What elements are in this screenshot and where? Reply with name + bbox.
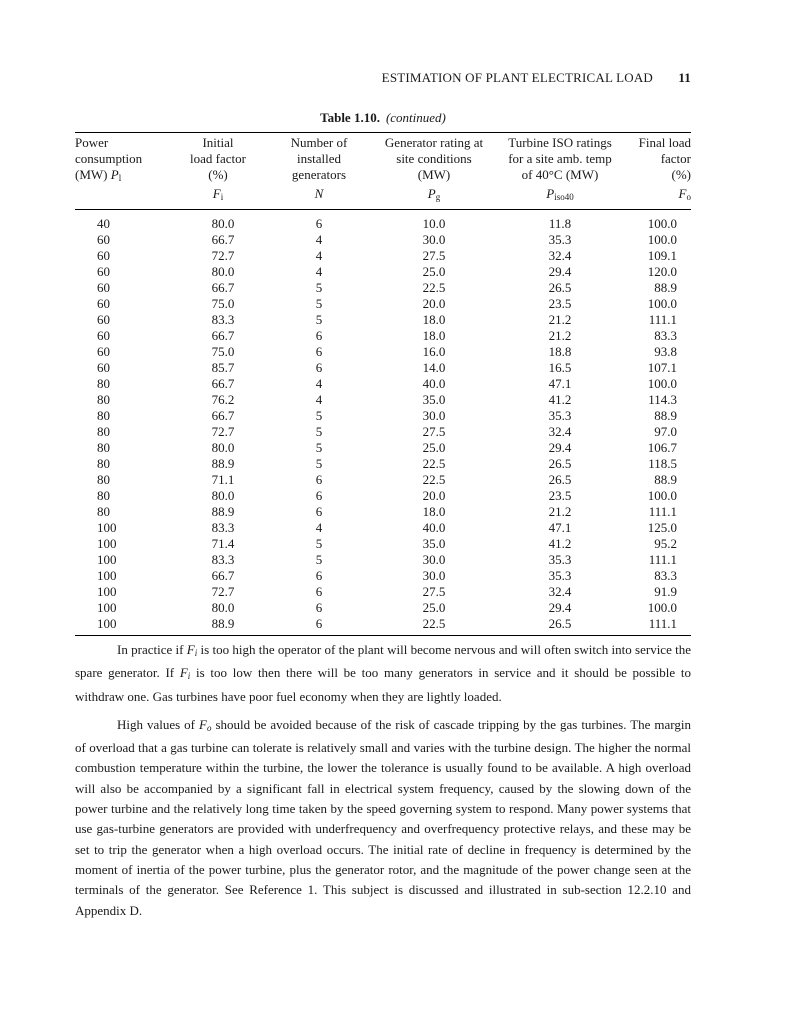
table-cell: 111.1 — [621, 616, 691, 636]
math-subscript: i — [187, 671, 191, 682]
column-header-text: Generator rating at — [384, 135, 484, 150]
table-cell: 100 — [97, 536, 117, 551]
table-cell: 6 — [315, 600, 323, 615]
table-cell: 40.0 — [422, 520, 446, 535]
table-cell: 27.5 — [422, 584, 446, 599]
table-cell: 5 — [315, 408, 323, 423]
table-cell: 80.0 — [211, 216, 235, 231]
column-header-text: generators — [291, 167, 347, 182]
column-symbol: P — [546, 186, 555, 201]
table-row — [75, 440, 691, 456]
table-row — [75, 472, 691, 488]
table-cell: 100 — [97, 600, 117, 615]
table-cell: 30.0 — [422, 552, 446, 567]
table-row — [75, 552, 691, 568]
table-cell: 100.0 — [647, 216, 677, 231]
column-header-text: (MW) — [417, 167, 451, 182]
table-cell: 83.3 — [211, 312, 235, 327]
table-cell: 4 — [315, 520, 323, 535]
table-cell: 88.9 — [167, 616, 269, 636]
table-cell: 72.7 — [211, 584, 235, 599]
column-header — [269, 167, 369, 186]
table-cell: 6 — [315, 568, 323, 583]
data-table — [75, 132, 691, 636]
table-cell: 80.0 — [211, 264, 235, 279]
column-header — [499, 167, 621, 186]
text-run: In practice if — [117, 642, 187, 657]
table-row — [75, 504, 691, 520]
table-cell: 35.3 — [548, 552, 572, 567]
text-run: is too low then there will be too many generators in service and it should be possible to withdraw one. Gas turbines have poor fuel economy when they are lightly loaded. — [75, 665, 691, 704]
table-cell: 6 — [315, 328, 323, 343]
table-cell: 4 — [315, 232, 323, 247]
table-cell: 88.9 — [211, 504, 235, 519]
table-cell: 100 — [97, 568, 117, 583]
column-symbol-subscript: iso40 — [554, 192, 574, 202]
column-header-text: Number of — [290, 135, 348, 150]
column-header-text: for a site amb. temp — [508, 151, 612, 166]
column-header — [269, 133, 369, 152]
table-row — [75, 392, 691, 408]
column-header — [167, 186, 269, 210]
column-header — [167, 167, 269, 186]
header-symbol-row — [75, 186, 691, 210]
column-header — [621, 133, 691, 152]
table-cell: 66.7 — [211, 568, 235, 583]
table-row — [75, 376, 691, 392]
column-header — [369, 186, 499, 210]
table-cell: 25.0 — [422, 440, 446, 455]
table-cell: 5 — [315, 280, 323, 295]
table-cell: 11.8 — [548, 216, 572, 231]
column-header — [621, 186, 691, 210]
table-row — [75, 312, 691, 328]
table-cell: 114.3 — [648, 392, 677, 407]
table-cell: 80 — [97, 488, 110, 503]
math-symbol: F — [179, 665, 188, 681]
table-header — [75, 133, 691, 210]
table-row — [75, 360, 691, 376]
table-cell: 47.1 — [548, 520, 572, 535]
table-cell: 22.5 — [369, 616, 499, 636]
table-cell: 80.0 — [211, 600, 235, 615]
table-cell: 111.1 — [648, 312, 677, 327]
table-cell: 83.3 — [654, 568, 677, 583]
table-cell: 80 — [97, 456, 110, 471]
table-cell: 21.2 — [548, 328, 572, 343]
column-header — [499, 133, 621, 152]
table-cell: 107.1 — [647, 360, 677, 375]
table-cell: 5 — [315, 312, 323, 327]
table-cell: 60 — [97, 264, 110, 279]
table-row — [75, 536, 691, 552]
table-row — [75, 616, 691, 636]
table-cell: 4 — [315, 248, 323, 263]
table-cell: 66.7 — [211, 280, 235, 295]
table-cell: 80 — [97, 472, 110, 487]
table-cell: 35.3 — [548, 232, 572, 247]
table-cell: 72.7 — [211, 424, 235, 439]
table-cell: 60 — [97, 344, 110, 359]
table-cell: 35.0 — [422, 536, 446, 551]
table-cell: 71.1 — [211, 472, 235, 487]
table-cell: 66.7 — [211, 328, 235, 343]
math-subscript: i — [194, 648, 198, 658]
table-cell: 20.0 — [422, 296, 446, 311]
table-cell: 29.4 — [548, 264, 572, 279]
column-symbol: N — [314, 186, 324, 201]
table-row — [75, 296, 691, 312]
table-row — [75, 408, 691, 424]
table-cell: 66.7 — [211, 376, 235, 391]
column-header — [621, 151, 691, 167]
table-cell: 40 — [97, 216, 110, 231]
table-cell: 5 — [315, 424, 323, 439]
column-symbol: P — [427, 186, 436, 201]
table-cell: 25.0 — [422, 600, 446, 615]
table-cell: 88.9 — [211, 456, 235, 471]
paragraph — [75, 715, 691, 921]
table-row — [75, 600, 691, 616]
column-header-text: factor — [660, 151, 691, 166]
table-cell: 32.4 — [548, 248, 572, 263]
table-cell: 111.1 — [648, 504, 677, 519]
table-cell: 6 — [315, 216, 323, 231]
column-header-text: site conditions — [396, 151, 472, 166]
table-cell: 26.5 — [548, 472, 572, 487]
table-cell: 60 — [97, 248, 110, 263]
column-header — [75, 133, 167, 152]
column-header-text: of 40°C (MW) — [521, 167, 599, 182]
table-cell: 32.4 — [548, 424, 572, 439]
table-cell: 16.0 — [422, 344, 446, 359]
table-cell: 26.5 — [548, 280, 572, 295]
body-text — [75, 640, 691, 929]
column-symbol-subscript: g — [435, 192, 441, 202]
column-header-text: load factor — [190, 151, 246, 166]
table-row — [75, 584, 691, 600]
table-cell: 32.4 — [548, 584, 572, 599]
header-row — [75, 151, 691, 167]
table-cell: 75.0 — [211, 296, 235, 311]
table-cell: 106.7 — [647, 440, 677, 455]
column-header-text: (%) — [671, 167, 691, 182]
table-cell: 60 — [97, 280, 110, 295]
table-cell: 100.0 — [647, 232, 677, 247]
table-cell: 6 — [315, 584, 323, 599]
table-cell: 27.5 — [422, 424, 446, 439]
table-row — [75, 456, 691, 472]
table-cell: 75.0 — [211, 344, 235, 359]
table-cell: 120.0 — [647, 264, 677, 279]
table-cell: 100 — [97, 520, 117, 535]
table-cell: 41.2 — [548, 536, 572, 551]
header-row — [75, 133, 691, 152]
column-header — [75, 167, 167, 186]
table-cell: 41.2 — [548, 392, 572, 407]
table-cell: 30.0 — [422, 232, 446, 247]
column-header — [167, 133, 269, 152]
table-cell: 18.0 — [422, 312, 446, 327]
table-cell: 100.0 — [647, 488, 677, 503]
text-run: High values of — [117, 716, 199, 732]
table-cell: 30.0 — [422, 568, 446, 583]
table-row — [75, 520, 691, 536]
column-header — [269, 151, 369, 167]
table-cell: 109.1 — [647, 248, 677, 263]
table-cell: 60 — [97, 312, 110, 327]
table-cell: 80 — [97, 392, 110, 407]
table-cell: 93.8 — [654, 344, 677, 359]
column-header-text: consumption — [75, 151, 143, 166]
table-cell: 100.0 — [647, 600, 677, 615]
column-symbol-subscript: l — [118, 173, 122, 183]
table-cell: 26.5 — [548, 456, 572, 471]
column-header-text: Final load — [638, 135, 691, 150]
table-cell: 88.9 — [654, 472, 677, 487]
table-cell: 76.2 — [211, 392, 235, 407]
table-cell: 72.7 — [211, 248, 235, 263]
table-cell: 47.1 — [548, 376, 572, 391]
table-cell: 80.0 — [211, 440, 235, 455]
table-cell: 95.2 — [654, 536, 677, 551]
column-header-text: installed — [296, 151, 342, 166]
table-cell: 22.5 — [422, 472, 446, 487]
column-header-text: Initial — [202, 135, 234, 150]
table-cell: 26.5 — [499, 616, 621, 636]
table-cell: 5 — [315, 536, 323, 551]
column-symbol-subscript: o — [686, 192, 691, 202]
table-cell: 80 — [97, 424, 110, 439]
table-cell: 27.5 — [422, 248, 446, 263]
column-header — [167, 151, 269, 167]
table-cell: 60 — [97, 232, 110, 247]
table-cell: 21.2 — [548, 312, 572, 327]
table-body — [75, 210, 691, 636]
column-header-text: Turbine ISO ratings — [508, 135, 612, 150]
column-header-text: (MW) — [75, 167, 108, 182]
table-cell: 80 — [97, 376, 110, 391]
table-cell: 100 — [75, 616, 167, 636]
table-cell: 6 — [315, 344, 323, 359]
table-cell: 29.4 — [548, 600, 572, 615]
table-cell: 20.0 — [422, 488, 446, 503]
table-row — [75, 488, 691, 504]
table-cell: 14.0 — [422, 360, 446, 375]
table-cell: 35.3 — [548, 408, 572, 423]
table-cell: 88.9 — [654, 280, 677, 295]
table-cell: 23.5 — [548, 296, 572, 311]
running-title: ESTIMATION OF PLANT ELECTRICAL LOAD — [381, 70, 653, 85]
text-run: is too high the operator of the plant will become nervous and will often switch into service the spare generator. If — [75, 642, 692, 681]
table-cell: 6 — [269, 616, 369, 636]
table-cell: 5 — [315, 440, 323, 455]
table-cell: 22.5 — [422, 280, 446, 295]
table-cell: 18.0 — [422, 328, 446, 343]
table-cell: 6 — [315, 360, 323, 375]
table-cell: 5 — [315, 456, 323, 471]
page-number: 11 — [678, 70, 691, 85]
table-row — [75, 424, 691, 440]
table-cell: 91.9 — [654, 584, 677, 599]
table-cell: 100 — [97, 584, 117, 599]
column-header — [75, 186, 167, 210]
table-cell: 16.5 — [548, 360, 572, 375]
table-cell: 25.0 — [422, 264, 446, 279]
table-cell: 29.4 — [548, 440, 572, 455]
math-symbol: F — [186, 642, 195, 657]
table-cell: 18.8 — [548, 344, 572, 359]
table-cell: 80 — [97, 504, 110, 519]
math-symbol: F — [199, 716, 207, 732]
table-cell: 100 — [97, 552, 117, 567]
table-cell: 35.0 — [422, 392, 446, 407]
table-cell: 60 — [97, 296, 110, 311]
column-header — [269, 186, 369, 210]
table-cell: 60 — [97, 360, 110, 375]
table-cell: 60 — [97, 328, 110, 343]
column-symbol-subscript: i — [220, 192, 224, 202]
column-header — [369, 167, 499, 186]
column-header — [499, 151, 621, 167]
table-cell: 30.0 — [422, 408, 446, 423]
table-cell: 118.5 — [648, 456, 677, 471]
table-cell: 88.9 — [654, 408, 677, 423]
table-continued-note: (continued) — [385, 110, 446, 125]
table-cell: 6 — [315, 472, 323, 487]
table-cell: 85.7 — [211, 360, 235, 375]
column-header — [369, 151, 499, 167]
column-header — [75, 151, 167, 167]
table-cell: 4 — [315, 264, 323, 279]
column-symbol: F — [212, 186, 221, 201]
table-row — [75, 280, 691, 296]
table-cell: 80 — [97, 408, 110, 423]
column-header — [369, 133, 499, 152]
table-cell: 66.7 — [211, 232, 235, 247]
table-cell: 4 — [315, 392, 323, 407]
table-cell: 6 — [315, 488, 323, 503]
table-cell: 97.0 — [654, 424, 677, 439]
table-label: Table 1.10. — [320, 110, 380, 125]
table-cell: 80.0 — [211, 488, 235, 503]
header-row — [75, 167, 691, 186]
table-cell: 125.0 — [647, 520, 677, 535]
table-cell: 40.0 — [422, 376, 446, 391]
column-header — [499, 186, 621, 210]
table-cell: 10.0 — [422, 216, 446, 231]
table-cell: 21.2 — [548, 504, 572, 519]
paragraph — [75, 640, 691, 707]
table-row — [75, 232, 691, 248]
table-cell: 66.7 — [211, 408, 235, 423]
table-cell: 83.3 — [654, 328, 677, 343]
table-cell: 80 — [97, 440, 110, 455]
table-cell: 5 — [315, 296, 323, 311]
table-cell: 18.0 — [422, 504, 446, 519]
table-caption — [75, 110, 691, 126]
table-row — [75, 344, 691, 360]
table-cell: 71.4 — [211, 536, 235, 551]
column-header — [621, 167, 691, 186]
text-run: should be avoided because of the risk of cascade tripping by the gas turbines. The margin of overload that a gas turbine can tolerate is relatively small and varies with the turbine design. The higher the normal combustion temperature within the turbine, the lower the tolerance is usually found to be available. A high overload will also be accompanied by a significant fall in electrical system frequency, caused by the slowing down of the power turbine and the relatively long time taken by the speed governing system to respond. Many power systems that use gas-turbine generators are provided with underfrequency and overfrequency protective relays, and these may be set to trip the generator when a high overload occurs. The initial rate of decline in frequency is determined by the moment of inertia of the power turbine, plus the generator rotor, and the magnitude of the power change seen at the terminals of the generator. See Reference 1. This subject is discussed and illustrated in sub-section 12.2.10 and Appendix D. — [75, 716, 691, 918]
table-row — [75, 210, 691, 233]
table-cell: 6 — [315, 504, 323, 519]
table-cell: 83.3 — [211, 520, 235, 535]
column-header-text: Power — [75, 135, 109, 150]
table-row — [75, 328, 691, 344]
table-cell: 83.3 — [211, 552, 235, 567]
table-row — [75, 248, 691, 264]
table-cell: 5 — [315, 552, 323, 567]
table-row — [75, 264, 691, 280]
table-cell: 100.0 — [647, 376, 677, 391]
math-subscript: o — [206, 722, 212, 733]
table-cell: 100.0 — [647, 296, 677, 311]
table-cell: 111.1 — [648, 552, 677, 567]
column-symbol: F — [678, 186, 687, 201]
table-cell: 4 — [315, 376, 323, 391]
column-header-text: (%) — [208, 167, 228, 182]
table-cell: 35.3 — [548, 568, 572, 583]
table-cell: 23.5 — [548, 488, 572, 503]
table-row — [75, 568, 691, 584]
table-cell: 22.5 — [422, 456, 446, 471]
column-symbol: P — [110, 167, 119, 182]
